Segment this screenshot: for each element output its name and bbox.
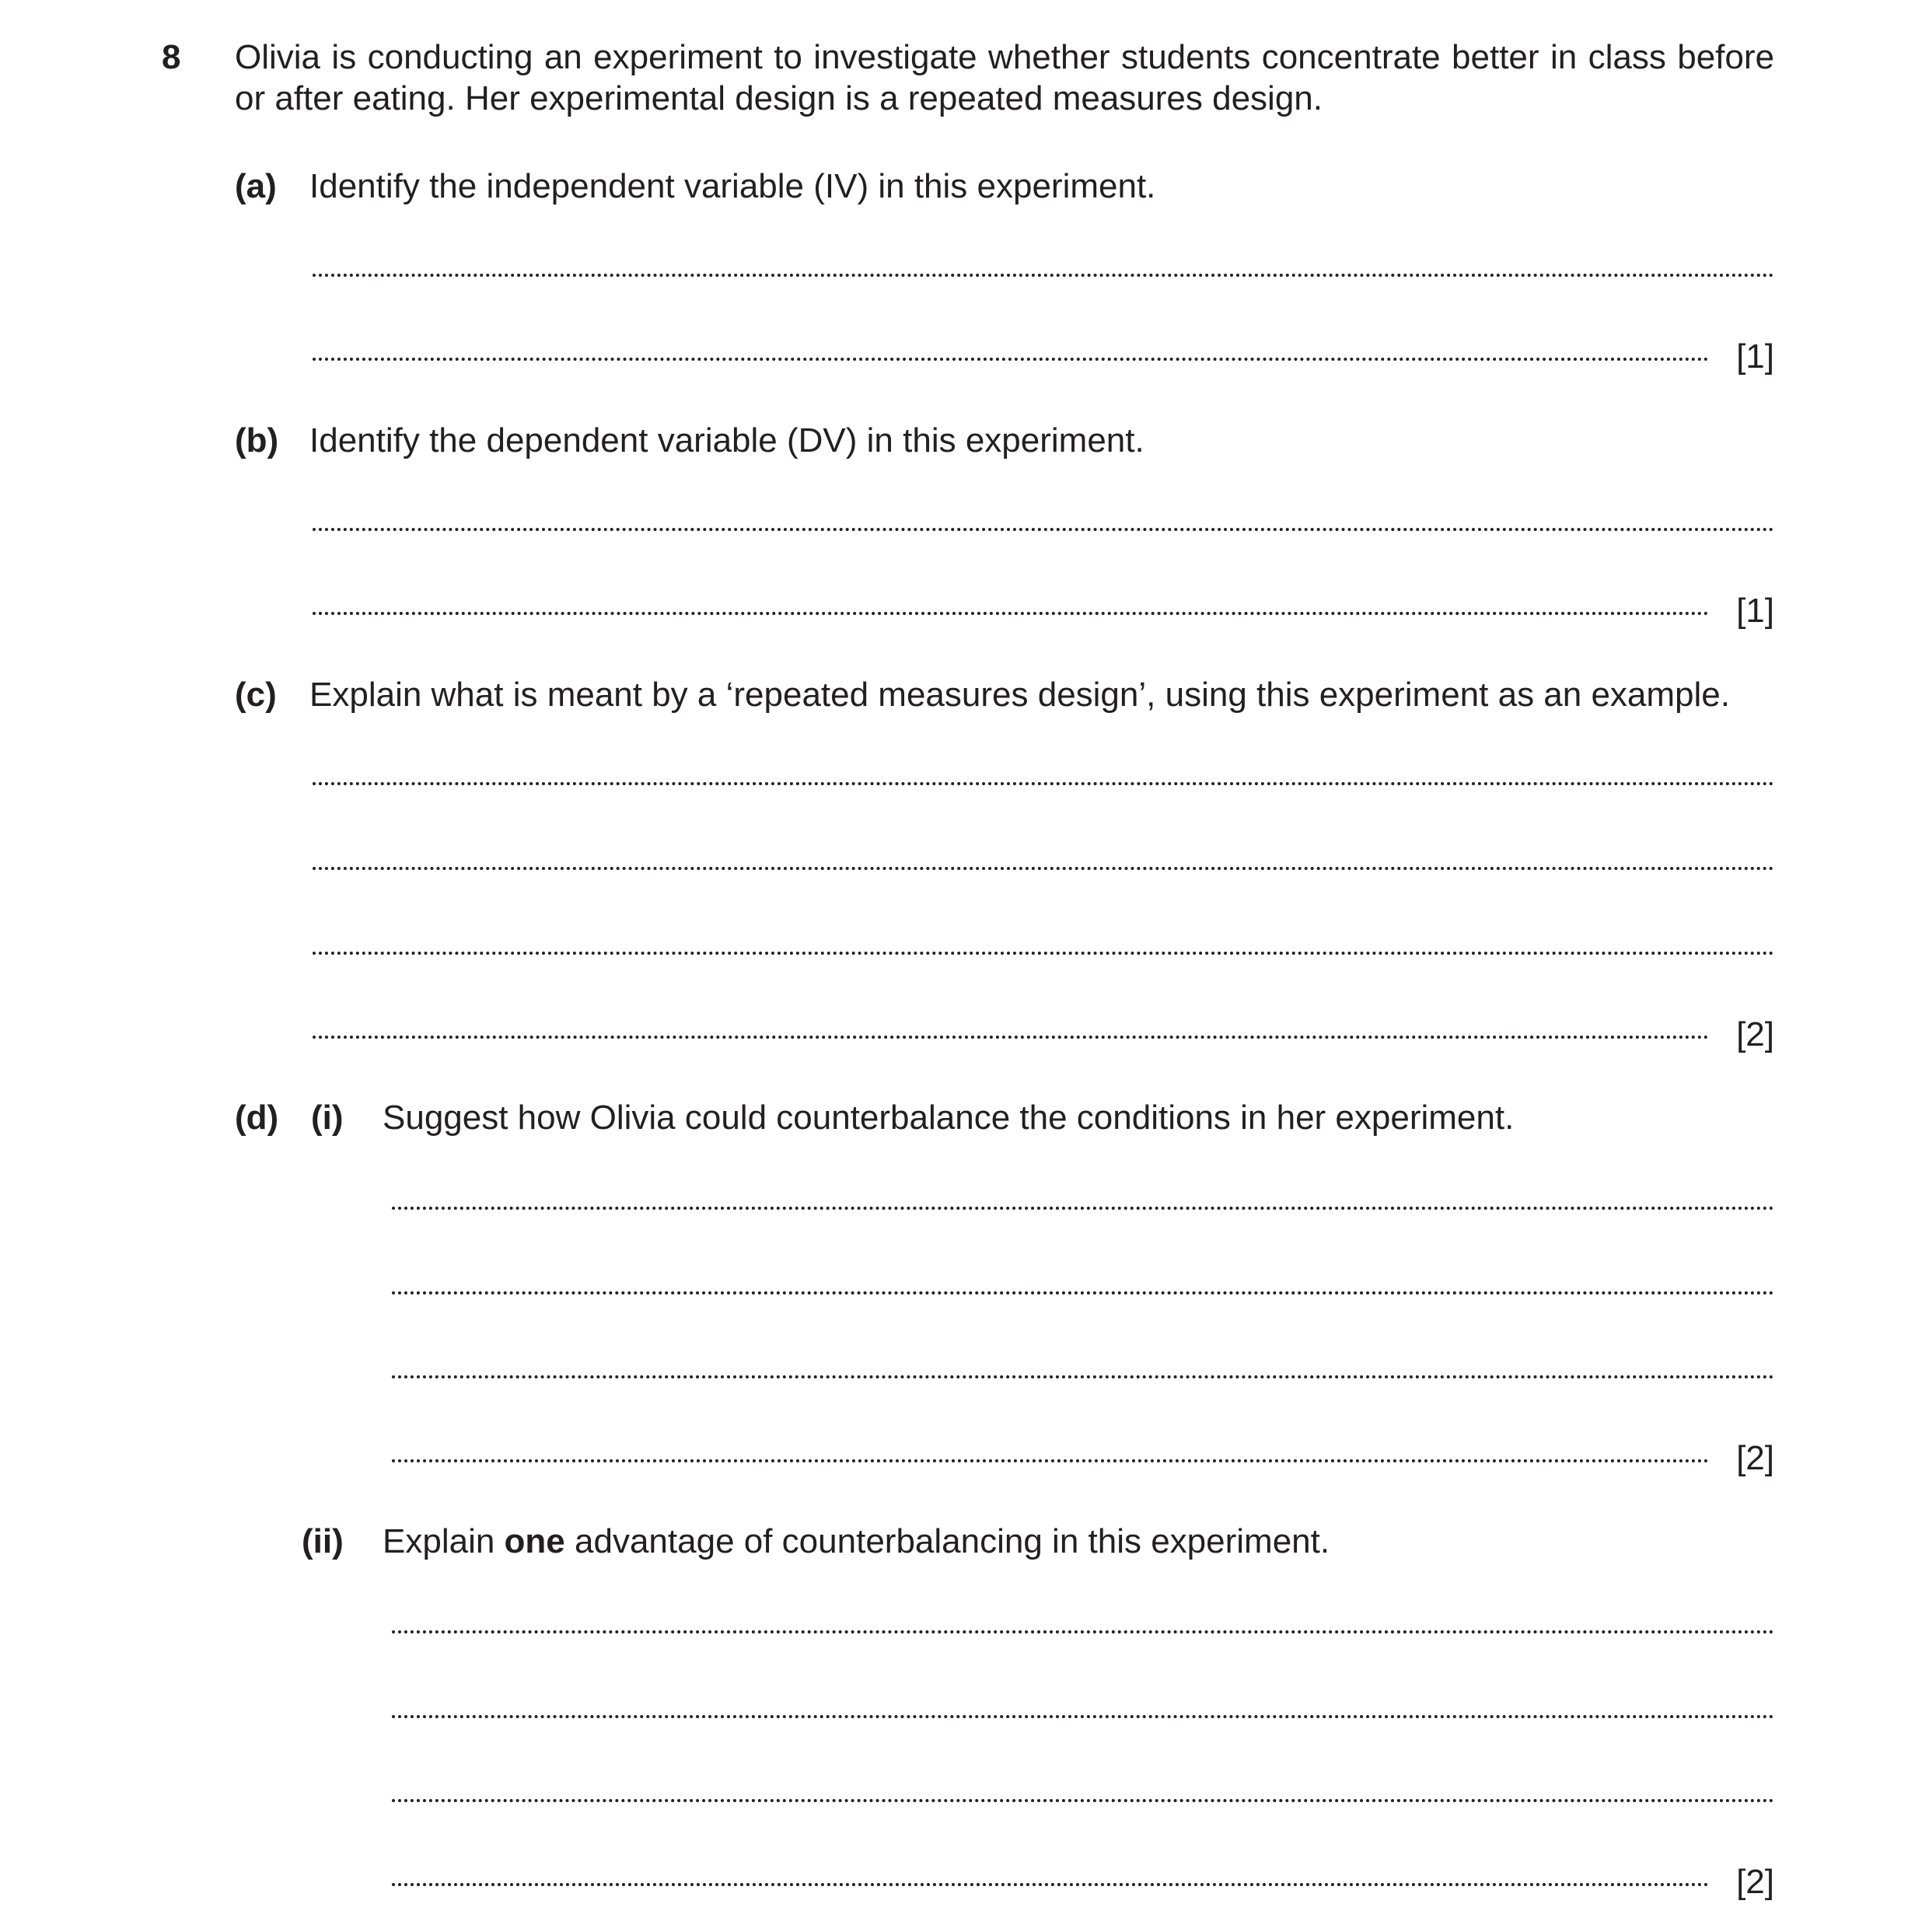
answer-line-a-1[interactable] — [313, 274, 1774, 277]
answer-line-c-3[interactable] — [313, 952, 1774, 955]
marks-c: [2] — [1736, 1015, 1774, 1053]
part-d-ii-question — [383, 1521, 1330, 1563]
answer-line-c-2[interactable] — [313, 867, 1774, 870]
part-d-ii-text-after: advantage of counterbalancing in this experiment. — [575, 1522, 1330, 1560]
marks-b: [1] — [1736, 592, 1774, 630]
question-stem: Olivia is conducting an experiment to investigate whether students concentrate better in class before or after eating. Her experimental design is a repeated measures design. — [235, 38, 1774, 117]
answer-line-b-2[interactable] — [313, 612, 1709, 615]
part-c-label: (c) — [235, 676, 277, 714]
question-number: 8 — [162, 38, 181, 76]
part-b-label: (b) — [235, 421, 279, 459]
part-d-ii-emphasis: one — [504, 1522, 565, 1560]
part-a-question: Identify the independent variable (IV) in this experiment. — [309, 167, 1156, 205]
part-d-ii-text-before: Explain — [383, 1522, 495, 1560]
part-a-label: (a) — [235, 167, 277, 205]
answer-line-b-1[interactable] — [313, 528, 1774, 531]
answer-line-c-1[interactable] — [313, 782, 1774, 785]
answer-line-d-i-4[interactable] — [392, 1459, 1709, 1462]
answer-line-d-i-1[interactable] — [392, 1207, 1774, 1210]
answer-line-d-i-2[interactable] — [392, 1291, 1774, 1294]
marks-d-i: [2] — [1736, 1439, 1774, 1477]
answer-line-d-ii-4[interactable] — [392, 1883, 1709, 1886]
answer-line-d-ii-1[interactable] — [392, 1630, 1774, 1633]
answer-line-a-2[interactable] — [313, 358, 1709, 361]
part-d-i-question: Suggest how Olivia could counterbalance the conditions in her experiment. — [383, 1099, 1515, 1137]
answer-line-c-4[interactable] — [313, 1036, 1709, 1039]
part-c-question: Explain what is meant by a ‘repeated measures design’, using this experiment as an example. — [309, 676, 1730, 714]
answer-line-d-ii-2[interactable] — [392, 1715, 1774, 1718]
answer-line-d-ii-3[interactable] — [392, 1799, 1774, 1802]
part-d-ii-label: (ii) — [302, 1522, 344, 1560]
marks-a: [1] — [1736, 337, 1774, 376]
part-d-label: (d) — [235, 1099, 279, 1137]
answer-line-d-i-3[interactable] — [392, 1375, 1774, 1378]
part-d-i-label: (i) — [311, 1099, 344, 1137]
marks-d-ii: [2] — [1736, 1863, 1774, 1901]
part-b-question: Identify the dependent variable (DV) in this experiment. — [309, 421, 1144, 459]
